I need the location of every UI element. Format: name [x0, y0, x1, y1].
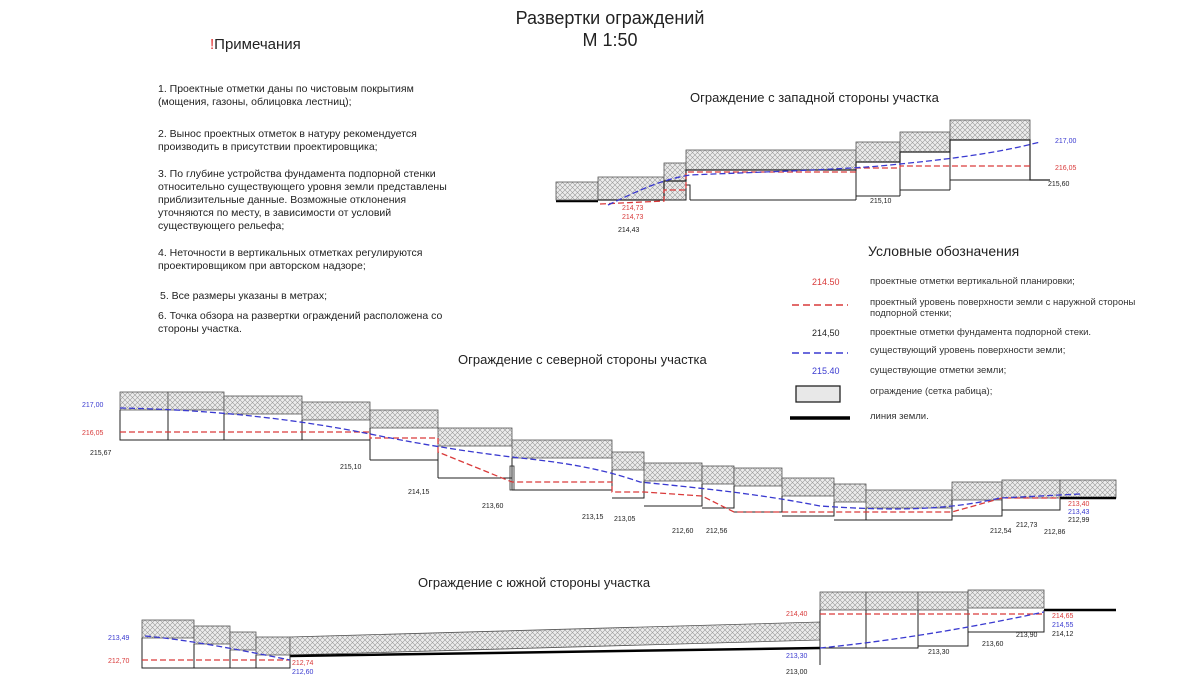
notes-title-text: Примечания [214, 36, 301, 53]
label: 213,05 [614, 516, 636, 523]
label: 212,70 [108, 658, 130, 665]
legend-title: Условные обозначения [868, 243, 1020, 259]
fence-segment [142, 620, 194, 638]
fence-segment [556, 182, 598, 200]
wall-outline [820, 610, 1044, 665]
label: 213,30 [928, 649, 950, 656]
label: 213,15 [582, 514, 604, 521]
north-elevation [82, 392, 1116, 536]
label: 213,00 [786, 669, 808, 675]
fence-segment [612, 452, 644, 470]
legend-text: существующий уровень поверхности земли; [870, 345, 1066, 356]
foundation-mark-sample: 214,50 [812, 328, 840, 338]
label: 215,10 [340, 464, 362, 471]
fence-segment [834, 484, 866, 502]
note-item: 3. По глубине устройства фундамента подпорной стенки относительно существующего уровня земли представлены приблизительные данные. Возможные отклонения уточняются по месту, в зависимости от условий существующего рельефа; [158, 168, 447, 232]
legend-text: проектные отметки вертикальной планировки; [870, 276, 1075, 287]
label: 214,12 [1052, 631, 1074, 638]
fence-segment [734, 468, 782, 486]
label: 213,60 [482, 503, 504, 510]
fence-segment [952, 482, 1002, 500]
fence-segment [866, 592, 918, 610]
page-scale: М 1:50 [582, 30, 638, 50]
fence-segment [256, 637, 290, 655]
fence-segment [702, 466, 734, 484]
fence-segment [438, 428, 512, 446]
page-title: Развертки ограждений [515, 8, 705, 28]
fence-segment [900, 132, 950, 152]
south-elevation [108, 590, 1116, 675]
label: 215,10 [870, 198, 892, 205]
label: 214,65 [1052, 613, 1074, 620]
label: 213,90 [1016, 632, 1038, 639]
label: 216,05 [82, 430, 104, 437]
fence-segment [686, 150, 856, 170]
fence-segment [856, 142, 900, 162]
label: 212,56 [706, 528, 728, 535]
fence-segment [512, 440, 612, 458]
legend-text: линия земли. [870, 411, 929, 422]
label: 214,73 [622, 214, 644, 221]
fence-segment [644, 463, 702, 481]
existing-level-line [820, 612, 1044, 648]
fence-segment [302, 402, 370, 420]
fence-segment [598, 177, 664, 200]
label: 212,60 [292, 669, 314, 675]
fence-segment [918, 592, 968, 610]
fence-segment [866, 490, 952, 508]
label: 215,60 [1048, 181, 1070, 188]
south-section-title: Ограждение с южной стороны участка [418, 575, 651, 590]
fence-segment [120, 392, 168, 410]
note-item: 1. Проектные отметки даны по чистовым покрытиям (мощения, газоны, облицовка лестниц); [158, 83, 414, 108]
label: 214,55 [1052, 622, 1074, 629]
label: 214,73 [622, 205, 644, 212]
label: 212,86 [1044, 529, 1066, 536]
label: 212,74 [292, 660, 314, 667]
label: 213,43 [1068, 509, 1090, 516]
fence-segment [820, 592, 866, 610]
fence-segment [1060, 480, 1116, 498]
legend-text: проектные отметки фундамента подпорной стеки. [870, 327, 1092, 338]
west-elevation [556, 120, 1077, 234]
fence-segment [782, 478, 834, 496]
legend-text: проектный уровень поверхности земли с наружной стороны подпорной стенки; [870, 297, 1136, 319]
design-mark-sample: 214.50 [812, 277, 840, 287]
label: 213,30 [786, 653, 808, 660]
existing-mark-sample: 215.40 [812, 366, 840, 376]
note-item: 4. Неточности в вертикальных отметках регулируются проектировщиком при авторском надзоре; [158, 247, 423, 272]
label: 212,60 [672, 528, 694, 535]
note-item: 6. Точка обзора на развертки ограждений расположена со стороны участка. [158, 310, 443, 335]
note-item: 5. Все размеры указаны в метрах; [160, 290, 327, 302]
label: 212,73 [1016, 522, 1038, 529]
west-section-title: Ограждение с западной стороны участка [690, 90, 939, 105]
north-section-title: Ограждение с северной стороны участка [458, 352, 707, 367]
label: 216,05 [1055, 165, 1077, 172]
label: 212,54 [990, 528, 1012, 535]
fence-segment [194, 626, 230, 644]
label: 215,67 [90, 450, 112, 457]
label: 217,00 [1055, 138, 1077, 145]
fence-segment [168, 392, 224, 410]
fence-segment [370, 410, 438, 428]
note-item: 2. Вынос проектных отметок в натуру рекомендуется производить в присутствии проектировщика; [158, 128, 417, 153]
legend-text: существующие отметки земли; [870, 365, 1007, 376]
label: 213,60 [982, 641, 1004, 648]
label: 212,99 [1068, 517, 1090, 524]
label: 214,40 [786, 611, 808, 618]
label: 213,49 [108, 635, 130, 642]
fence-segment [224, 396, 302, 414]
label: 213,40 [1068, 501, 1090, 508]
fence-segment [968, 590, 1044, 608]
fence-segment [230, 632, 256, 650]
legend-text: ограждение (сетка рабица); [870, 386, 993, 397]
label: 214,15 [408, 489, 430, 496]
notes-warning-mark: ! [210, 36, 215, 53]
fence-segment [950, 120, 1030, 140]
label: 214,43 [618, 227, 640, 234]
label: 217,00 [82, 402, 104, 409]
